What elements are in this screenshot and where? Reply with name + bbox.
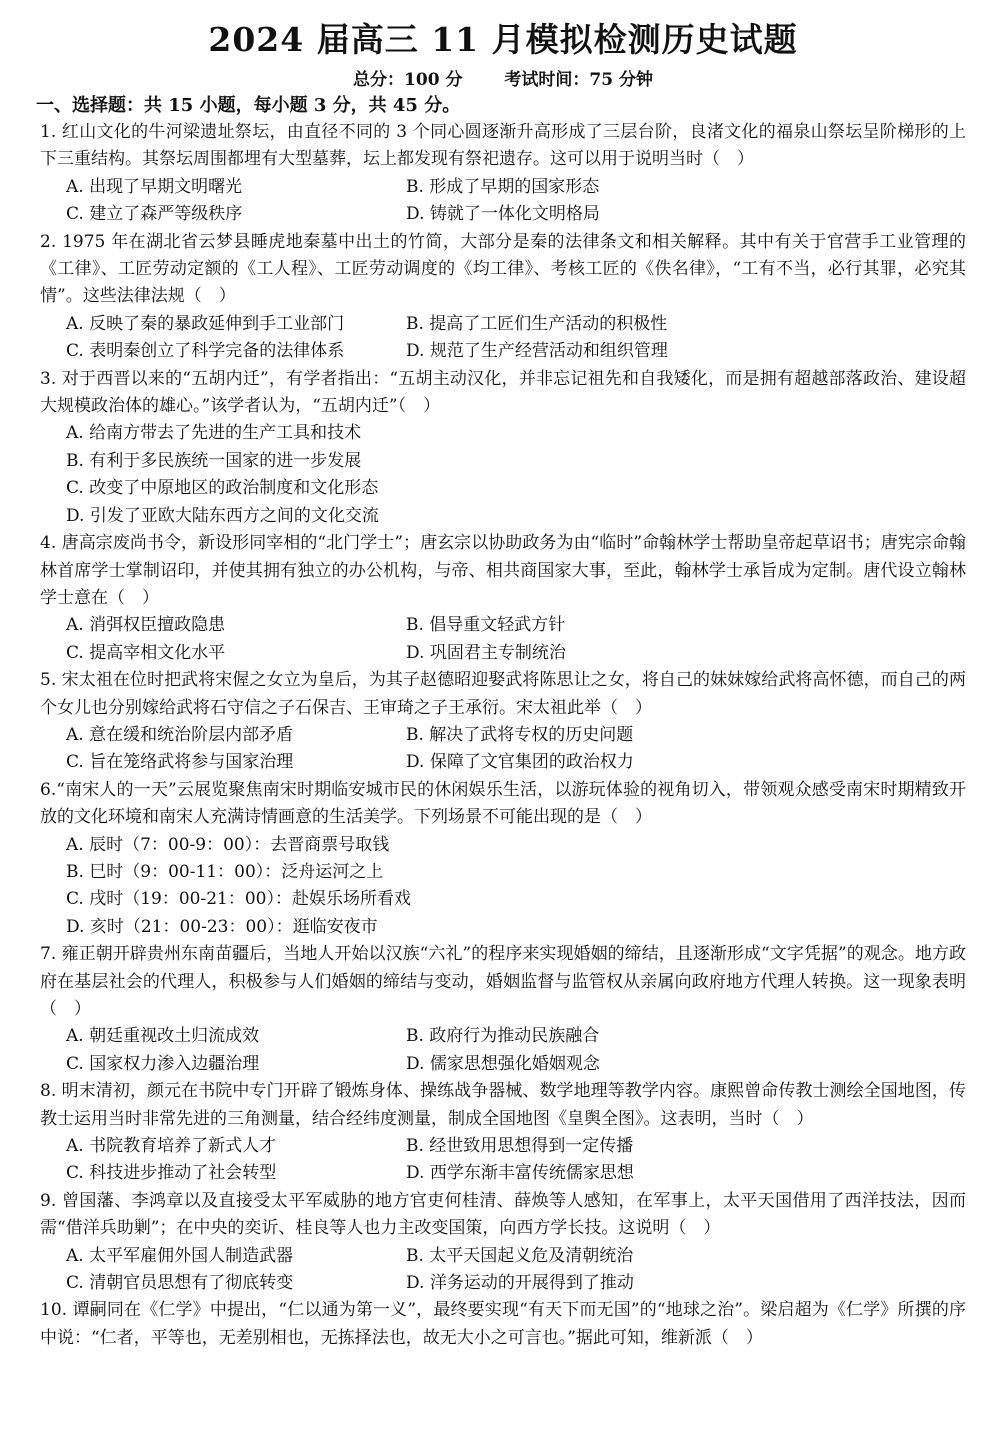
question-stem: 10. 谭嗣同在《仁学》中提出，“仁以通为第一义”，最终要实现“有天下而无国”的“地球之治”。梁启超为《仁学》所撰的序中说：“仁者，平等也，无差别相也，无拣择法也，故无大小之可言也。”据此可知，维新派（ ）	[40, 1300, 966, 1348]
option-d: D. 亥时（21：00-23：00）：逛临安夜市	[66, 916, 378, 937]
option-list	[66, 311, 966, 366]
option-d: D. 引发了亚欧大陆东西方之间的文化交流	[66, 505, 379, 526]
option-a: A. 出现了早期文明曙光	[66, 176, 243, 197]
option-c: C. 表明秦创立了科学完备的法律体系	[66, 341, 345, 362]
option-list	[66, 420, 966, 530]
option-a: A. 朝廷重视改土归流成效	[66, 1026, 260, 1047]
option-c: C. 国家权力渗入边疆治理	[66, 1053, 260, 1074]
option-a: A. 给南方带去了先进的生产工具和技术	[66, 423, 362, 444]
option-b: B. 经世致用思想得到一定传播	[406, 1136, 634, 1157]
option-b: B. 解决了武将专权的历史问题	[406, 724, 634, 745]
question-10	[40, 1297, 966, 1352]
option-d: D. 规范了生产经营活动和组织管理	[406, 341, 668, 362]
question-stem: 9. 曾国藩、李鸿章以及直接受太平军威胁的地方官吏何桂清、薛焕等人感知，在军事上，太平天国借用了西洋技法，因而需“借洋兵助剿”；在中央的奕䜣、桂良等人也力主改变国策，向西方学长技。这说明（ ）	[40, 1190, 966, 1239]
question-stem: 4. 唐高宗废尚书令，新设形同宰相的“北门学士”；唐玄宗以协助政务为由“临时”命翰林学士帮助皇帝起草诏书；唐宪宗命翰林首席学士掌制诏印，并使其拥有独立的办公机构，与帝、相共商国家大事，至此，翰林学士承旨成为定制。唐代设立翰林学士意在（ ）	[40, 533, 966, 608]
option-a: A. 辰时（7：00-9：00）：去晋商票号取钱	[66, 834, 390, 855]
option-a: A. 反映了秦的暴政延伸到手工业部门	[66, 313, 345, 334]
option-c: C. 戌时（19：00-21：00）：赴娱乐场所看戏	[66, 889, 411, 910]
option-c: C. 清朝官员思想有了彻底转变	[66, 1273, 294, 1294]
option-list	[66, 1133, 966, 1188]
question-6	[40, 777, 966, 941]
option-c: C. 旨在笼络武将参与国家治理	[66, 752, 294, 773]
option-list	[66, 832, 966, 942]
option-d: D. 洋务运动的开展得到了推动	[406, 1273, 634, 1294]
option-d: D. 保障了文官集团的政治权力	[406, 752, 634, 773]
exam-meta	[40, 68, 966, 92]
question-5	[40, 667, 966, 777]
option-list	[66, 612, 966, 667]
total-score: 总分：100 分	[353, 70, 463, 90]
exam-title: 2024 届高三 11 月模拟检测历史试题	[208, 20, 798, 59]
question-1	[40, 119, 966, 229]
option-d: D. 巩固君主专制统治	[406, 642, 566, 663]
option-a: A. 消弭权臣擅政隐患	[66, 615, 226, 636]
option-a: A. 太平军雇佣外国人制造武器	[66, 1245, 294, 1266]
option-list	[66, 722, 966, 777]
option-c: C. 建立了森严等级秩序	[66, 204, 243, 225]
option-a: A. 书院教育培养了新式人才	[66, 1136, 277, 1157]
option-b: B. 有利于多民族统一国家的进一步发展	[66, 450, 362, 471]
option-b: B. 巳时（9：00-11：00）：泛舟运河之上	[66, 861, 384, 882]
question-stem: 6.“南宋人的一天”云展览聚焦南宋时期临安城市民的休闲娱乐生活，以游玩体验的视角切入，带领观众感受南宋时期精致开放的文化环境和南宋人充满诗情画意的生活美学。下列场景不可能出现的是（ ）	[40, 779, 966, 828]
question-stem: 5. 宋太祖在位时把武将宋偓之女立为皇后，为其子赵德昭迎娶武将陈思让之女，将自己的妹妹嫁给武将高怀德，而自己的两个女儿也分别嫁给武将石守信之子石保吉、王审琦之子王承衍。宋太祖此举（ ）	[40, 670, 966, 718]
option-b: B. 太平天国起义危及清朝统治	[406, 1245, 634, 1266]
question-stem: 3. 对于西晋以来的“五胡内迁”，有学者指出：“五胡主动汉化，并非忘记祖先和自我矮化，而是拥有超越部落政治、建设超大规模政治体的雄心。”该学者认为，“五胡内迁”（ ）	[40, 368, 966, 417]
option-c: C. 改变了中原地区的政治制度和文化形态	[66, 478, 379, 499]
option-b: B. 政府行为推动民族融合	[406, 1026, 600, 1047]
question-stem: 8. 明末清初，颜元在书院中专门开辟了锻炼身体、操练战争器械、数学地理等教学内容。康熙曾命传教士测绘全国地图，传教士运用当时非常先进的三角测量，结合经纬度测量，制成全国地图《皇舆全图》。这表明，当时（ ）	[40, 1081, 966, 1129]
option-b: B. 提高了工匠们生产活动的积极性	[406, 313, 668, 334]
option-b: B. 形成了早期的国家形态	[406, 176, 600, 197]
question-7	[40, 941, 966, 1078]
question-stem: 1. 红山文化的牛河梁遗址祭坛，由直径不同的 3 个同心圆逐渐升高形成了三层台阶，良渚文化的福泉山祭坛呈阶梯形的上下三重结构。其祭坛周围都埋有大型墓葬，坛上都发现有祭祀遗存。这可以用于说明当时（ ）	[40, 122, 966, 170]
exam-time: 考试时间：75 分钟	[504, 70, 653, 90]
question-stem: 7. 雍正朝开辟贵州东南苗疆后，当地人开始以汉族“六礼”的程序来实现婚姻的缔结，且逐渐形成“文字凭据”的观念。地方政府在基层社会的代理人，积极参与人们婚姻的缔结与变动，婚姻监督与监管权从亲属向政府地方代理人转换。这一现象表明（ ）	[40, 944, 966, 1019]
section-heading: 一、选择题：共 15 小题，每小题 3 分，共 45 分。	[36, 95, 461, 116]
option-d: D. 儒家思想强化婚姻观念	[406, 1053, 600, 1074]
option-d: D. 铸就了一体化文明格局	[406, 204, 600, 225]
question-4	[40, 530, 966, 667]
question-8	[40, 1078, 966, 1188]
option-list	[66, 1243, 966, 1298]
question-list	[40, 119, 966, 1352]
question-3	[40, 366, 966, 530]
option-c: C. 提高宰相文化水平	[66, 642, 226, 663]
option-list	[66, 174, 966, 229]
option-list	[66, 1023, 966, 1078]
option-a: A. 意在缓和统治阶层内部矛盾	[66, 724, 294, 745]
option-c: C. 科技进步推动了社会转型	[66, 1163, 277, 1184]
question-2	[40, 229, 966, 366]
question-9	[40, 1188, 966, 1298]
question-stem: 2. 1975 年在湖北省云梦县睡虎地秦墓中出土的竹简，大部分是秦的法律条文和相关解释。其中有关于官营手工业管理的《工律》、工匠劳动定额的《工人程》、工匠劳动调度的《均工律》、考核工匠的《佚名律》，“工有不当，必行其罪，必究其情”。这些法律法规（ ）	[40, 231, 966, 307]
option-b: B. 倡导重文轻武方针	[406, 615, 566, 636]
option-d: D. 西学东渐丰富传统儒家思想	[406, 1163, 634, 1184]
